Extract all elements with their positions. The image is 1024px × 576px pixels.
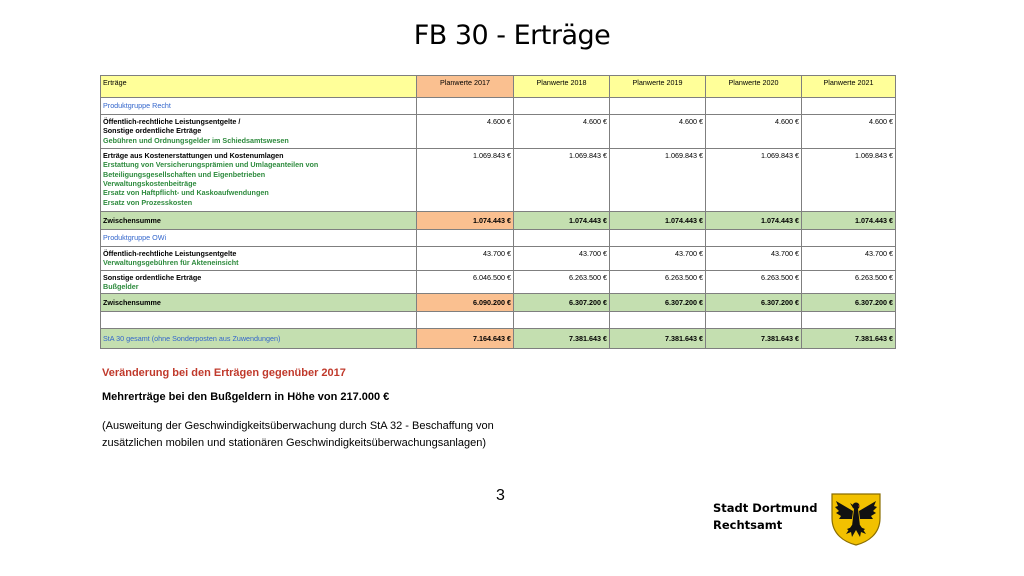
table-row: Sonstige ordentliche Erträge Bußgelder 6.046.500 € 6.263.500 € 6.263.500 € 6.263.500 € 6.263.500 €: [101, 270, 896, 294]
row-label: Öffentlich-rechtliche Leistungsentgelte / Sonstige ordentliche Erträge Gebühren und Ordnungsgelder im Schiedsamtswesen: [101, 115, 417, 149]
footer-department: Rechtsamt: [713, 518, 783, 532]
dortmund-eagle-crest-icon: [830, 492, 882, 546]
header-ertraege: Erträge: [101, 76, 417, 98]
table-header-row: [101, 76, 896, 98]
footer-organisation: [713, 500, 817, 534]
table-row: Erträge aus Kostenerstattungen und Kostenumlagen Erstattung von Versicherungsprämien und Umlageanteilen von Beteiligungsgesellschaften und Eigenbetrieben Verwaltungskostenbeiträge Ersatz von Haftpflicht- und Kaskoaufwendungen Ersatz von Prozesskosten 1.069.843 € 1.069.843 € 1.069.843 € 1.069.843 € 1.069.843 €: [101, 149, 896, 212]
header-2018: Planwerte 2018: [514, 76, 610, 98]
row-label: Sonstige ordentliche Erträge Bußgelder: [101, 270, 417, 294]
subtotal-row: Zwischensumme 6.090.200 € 6.307.200 € 6.307.200 € 6.307.200 € 6.307.200 €: [101, 294, 896, 312]
subtotal-row: Zwischensumme 1.074.443 € 1.074.443 € 1.074.443 € 1.074.443 € 1.074.443 €: [101, 212, 896, 230]
page-number: 3: [496, 487, 505, 504]
spacer-row: [101, 312, 896, 329]
group-row-owi: [101, 230, 896, 247]
header-2021: Planwerte 2021: [802, 76, 896, 98]
revenue-table: [100, 75, 896, 349]
group-label: Produktgruppe OWi: [101, 230, 417, 247]
change-summary: Mehrerträge bei den Bußgeldern in Höhe von 217.000 €: [102, 391, 390, 403]
change-explanation: (Ausweitung der Geschwindigkeitsüberwachung durch StA 32 - Beschaffung von zusätzlichen mobilen und stationären Geschwindigkeitsüberwachungsanlagen): [102, 420, 494, 449]
header-2020: Planwerte 2020: [706, 76, 802, 98]
header-2017: Planwerte 2017: [417, 76, 514, 98]
group-row-recht: [101, 98, 896, 115]
total-row: StA 30 gesamt (ohne Sonderposten aus Zuwendungen) 7.164.643 € 7.381.643 € 7.381.643 € 7.381.643 € 7.381.643 €: [101, 329, 896, 349]
row-label: Erträge aus Kostenerstattungen und Kostenumlagen Erstattung von Versicherungsprämien und Umlageanteilen von Beteiligungsgesellschaften und Eigenbetrieben Verwaltungskostenbeiträge Ersatz von Haftpflicht- und Kaskoaufwendungen Ersatz von Prozesskosten: [101, 149, 417, 212]
group-label: Produktgruppe Recht: [101, 98, 417, 115]
change-heading: Veränderung bei den Erträgen gegenüber 2017: [102, 367, 346, 379]
header-2019: Planwerte 2019: [610, 76, 706, 98]
table-row: Öffentlich-rechtliche Leistungsentgelte / Sonstige ordentliche Erträge Gebühren und Ordnungsgelder im Schiedsamtswesen 4.600 € 4.600 € 4.600 € 4.600 € 4.600 €: [101, 115, 896, 149]
row-label: Öffentlich-rechtliche Leistungsentgelte Verwaltungsgebühren für Akteneinsicht: [101, 247, 417, 271]
page-title: FB 30 - Erträge: [413, 20, 611, 51]
footer-city: Stadt Dortmund: [713, 501, 818, 515]
table-row: Öffentlich-rechtliche Leistungsentgelte Verwaltungsgebühren für Akteneinsicht 43.700 € 43.700 € 43.700 € 43.700 € 43.700 €: [101, 247, 896, 271]
